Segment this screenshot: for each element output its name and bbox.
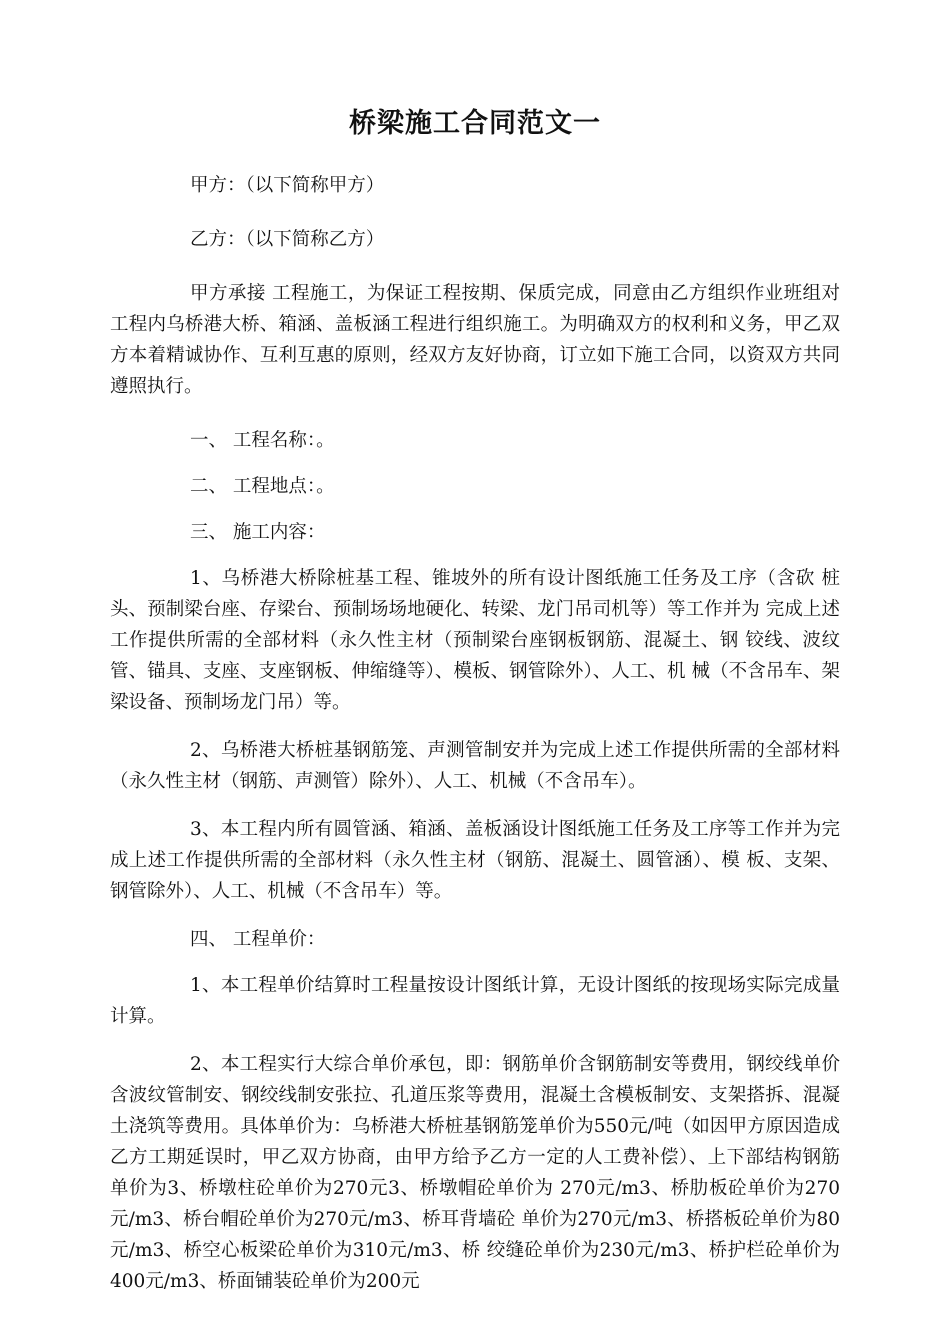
price-item-1: 1、本工程单价结算时工程量按设计图纸计算，无设计图纸的按现场实际完成量计算。 [110,975,840,1027]
document-body [110,170,840,1297]
section-heading-project-name: 一、 工程名称：。 [190,430,335,451]
party-a-line: 甲方：（以下简称甲方） [190,175,385,196]
scope-item-3: 3、本工程内所有圆管涵、箱涵、盖板涵设计图纸施工任务及工序等工作并为完成上述工作提供所需的全部材料（永久性主材（钢筋、混凝土、圆管涵）、模 板、支架、钢管除外）、人工、机械（不含吊车）等。 [110,819,840,902]
section-heading-project-location: 二、 工程地点：。 [190,476,335,497]
section-heading-unit-price: 四、 工程单价： [190,929,326,950]
intro-paragraph: 甲方承接 工程施工，为保证工程按期、保质完成，同意由乙方组织作业班组对工程内乌桥港大桥、箱涵、盖板涵工程进行组织施工。为明确双方的权利和义务，甲乙双方本着精诚协作、互利互惠的原则，经双方友好协商，订立如下施工合同，以资双方共同遵照执行。 [110,283,840,397]
scope-item-1: 1、乌桥港大桥除桩基工程、锥坡外的所有设计图纸施工任务及工序（含砍 桩头、预制梁台座、存梁台、预制场场地硬化、转梁、龙门吊司机等）等工作并为 完成上述工作提供所需的全部材料（永久性主材（预制梁台座钢板钢筋、混凝土、钢 铰线、波纹管、锚具、支座、支座钢板、伸缩缝等）、模板、钢管除外）、人工、机 械（不含吊车、架梁设备、预制场龙门吊）等。 [110,568,840,713]
section-heading-construction-content: 三、 施工内容： [190,522,326,543]
price-item-2: 2、本工程实行大综合单价承包，即：钢筋单价含钢筋制安等费用，钢绞线单价含波纹管制安、钢绞线制安张拉、孔道压浆等费用，混凝土含模板制安、支架搭拆、混凝土浇筑等费用。具体单价为：乌桥港大桥桩基钢筋笼单价为550元/吨（如因甲方原因造成乙方工期延误时，甲乙双方协商，由甲方给予乙方一定的人工费补偿）、上下部结构钢筋单价为3、桥墩柱砼单价为270元3、桥墩帽砼单价为 270元/m3、桥肋板砼单价为270元/m3、桥台帽砼单价为270元/m3、桥耳背墙砼 单价为270元/m3、桥搭板砼单价为80元/m3、桥空心板梁砼单价为310元/m3、桥 绞缝砼单价为230元/m3、桥护栏砼单价为400元/m3、桥面铺装砼单价为200元 [110,1054,840,1292]
party-b-line: 乙方：（以下简称乙方） [190,229,385,250]
scope-item-2: 2、乌桥港大桥桩基钢筋笼、声测管制安并为完成上述工作提供所需的全部材料（永久性主材（钢筋、声测管）除外）、人工、机械（不含吊车）。 [110,740,840,792]
document-title: 桥梁施工合同范文一 [349,108,601,139]
